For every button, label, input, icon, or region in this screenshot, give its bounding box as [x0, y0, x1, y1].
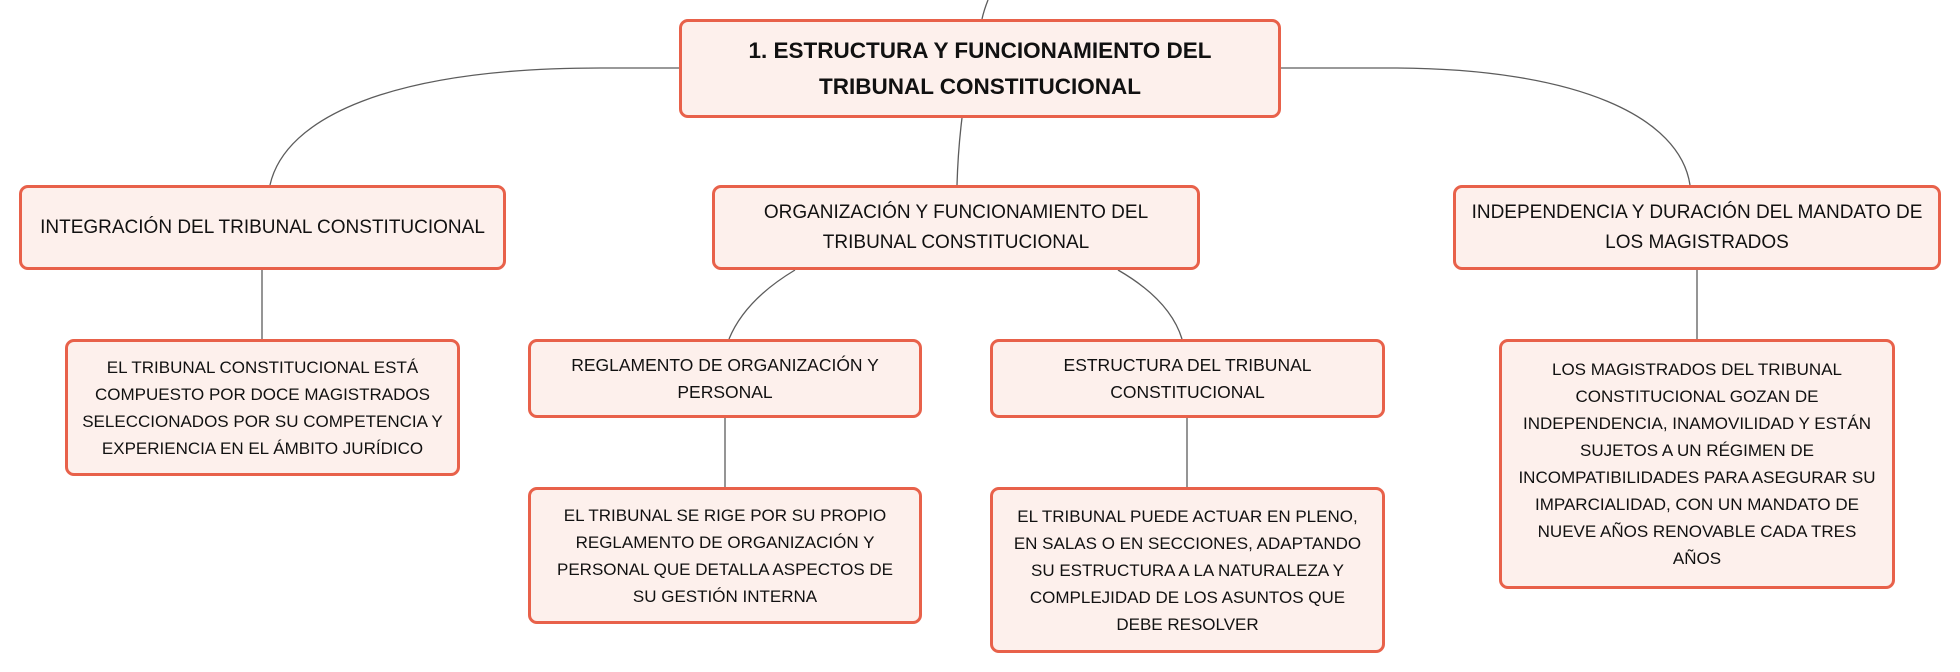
detail-estructura-node[interactable] [990, 487, 1385, 653]
root-topic-label: 1. ESTRUCTURA Y FUNCIONAMIENTO DEL TRIBUNAL CONSTITUCIONAL [748, 37, 1212, 99]
topic-integracion-node[interactable] [19, 185, 506, 270]
detail-integracion-text: EL TRIBUNAL CONSTITUCIONAL ESTÁ COMPUESTO POR DOCE MAGISTRADOS SELECCIONADOS POR SU COMPETENCIA Y EXPERIENCIA EN EL ÁMBITO JURÍDICO [82, 357, 443, 458]
detail-independencia-text: LOS MAGISTRADOS DEL TRIBUNAL CONSTITUCIONAL GOZAN DE INDEPENDENCIA, INAMOVILIDAD Y ESTÁN SUJETOS A UN RÉGIMEN DE INCOMPATIBILIDADES PARA ASEGURAR SU IMPARCIALIDAD, CON UN MANDATO DE NUEVE AÑOS RENOVABLE CADA TRES AÑOS [1518, 360, 1876, 568]
connector-root-to-organizacion [957, 118, 962, 185]
detail-reglamento-text: EL TRIBUNAL SE RIGE POR SU PROPIO REGLAMENTO DE ORGANIZACIÓN Y PERSONAL QUE DETALLA ASPECTOS DE SU GESTIÓN INTERNA [556, 505, 894, 606]
detail-integracion-node[interactable] [65, 339, 460, 476]
connector-organizacion-to-estructura [1118, 270, 1182, 339]
connector-organizacion-to-reglamento [729, 270, 795, 339]
root-topic-node[interactable] [679, 19, 1281, 118]
connector-parent-to-root [982, 0, 988, 19]
topic-independencia-label: INDEPENDENCIA Y DURACIÓN DEL MANDATO DE LOS MAGISTRADOS [1471, 201, 1923, 253]
topic-organizacion-label: ORGANIZACIÓN Y FUNCIONAMIENTO DEL TRIBUNAL CONSTITUCIONAL [763, 201, 1149, 253]
detail-independencia-node[interactable] [1499, 339, 1895, 589]
connector-root-to-integracion [270, 68, 679, 185]
subtopic-reglamento-node[interactable] [528, 339, 922, 418]
detail-reglamento-node[interactable] [528, 487, 922, 624]
topic-integracion-label: INTEGRACIÓN DEL TRIBUNAL CONSTITUCIONAL [40, 216, 485, 238]
subtopic-reglamento-label: REGLAMENTO DE ORGANIZACIÓN Y PERSONAL [571, 354, 879, 402]
subtopic-estructura-label: ESTRUCTURA DEL TRIBUNAL CONSTITUCIONAL [1063, 354, 1312, 402]
detail-estructura-text: EL TRIBUNAL PUEDE ACTUAR EN PLENO, EN SALAS O EN SECCIONES, ADAPTANDO SU ESTRUCTURA A LA NATURALEZA Y COMPLEJIDAD DE LOS ASUNTOS QUE DEBE RESOLVER [1013, 506, 1362, 634]
topic-independencia-node[interactable] [1453, 185, 1941, 270]
topic-organizacion-node[interactable] [712, 185, 1200, 270]
connector-root-to-independencia [1281, 68, 1690, 185]
subtopic-estructura-node[interactable] [990, 339, 1385, 418]
